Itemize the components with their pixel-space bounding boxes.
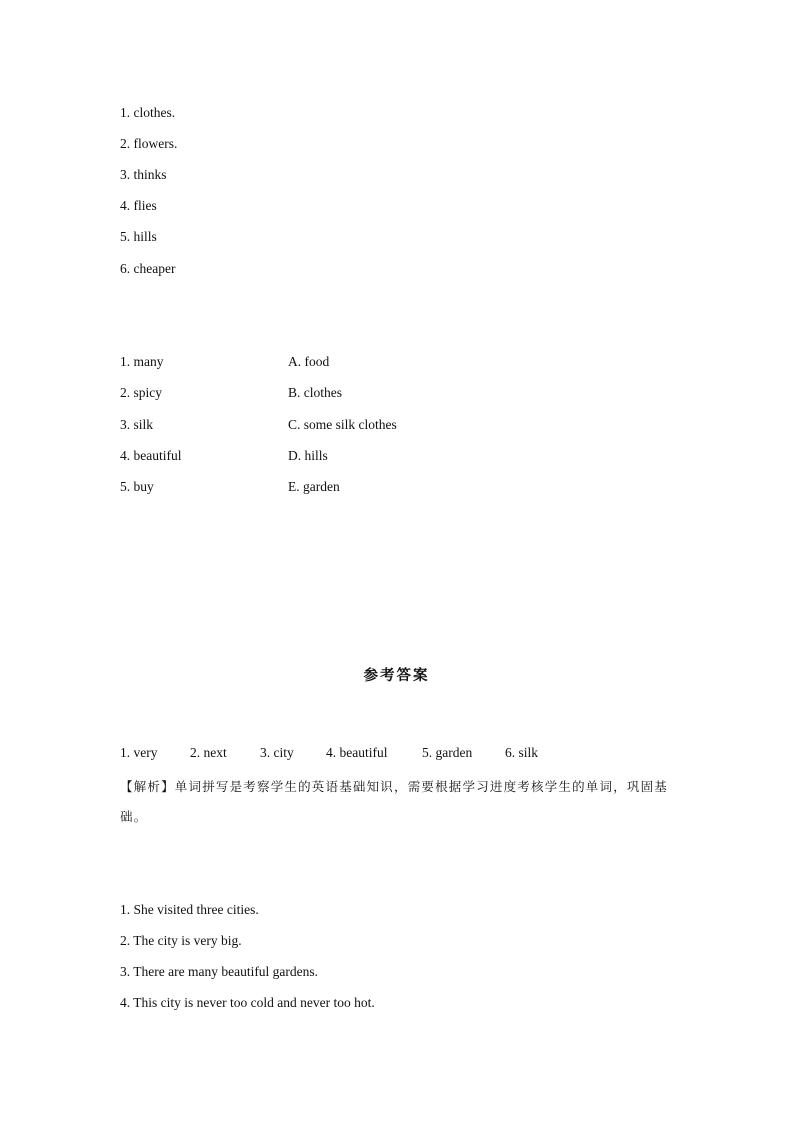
- match-left-item: 1. many: [120, 354, 164, 369]
- match-left-item: 5. buy: [120, 479, 154, 494]
- match-right-item: E. garden: [288, 479, 340, 494]
- section3-item: 1. She visited three cities.: [120, 902, 259, 917]
- section1-item: 4. flies: [120, 198, 157, 213]
- match-right-item: B. clothes: [288, 385, 342, 400]
- section3-item: 4. This city is never too cold and never too hot.: [120, 995, 375, 1010]
- match-left-item: 4. beautiful: [120, 448, 182, 463]
- section1-item: 6. cheaper: [120, 261, 176, 276]
- answer-item: 1. very: [120, 745, 158, 760]
- answer-item: 3. city: [260, 745, 294, 760]
- match-right-item: D. hills: [288, 448, 328, 463]
- match-left-item: 3. silk: [120, 417, 154, 432]
- answer-item: 5. garden: [422, 745, 473, 760]
- match-left-item: 2. spicy: [120, 385, 162, 400]
- analysis-text: 【解析】单词拼写是考察学生的英语基础知识，需要根据学习进度考核学生的单词，巩固基础。: [120, 779, 669, 824]
- section1-item: 2. flowers.: [120, 136, 178, 151]
- section3-item: 2. The city is very big.: [120, 933, 242, 948]
- section1-item: 3. thinks: [120, 167, 167, 182]
- section1-item: 5. hills: [120, 229, 157, 244]
- match-right-item: C. some silk clothes: [288, 417, 397, 432]
- match-right-item: A. food: [288, 354, 330, 369]
- section1-item: 1. clothes.: [120, 105, 176, 120]
- answer-key-title: 参考答案: [363, 668, 430, 684]
- answer-item: 2. next: [190, 745, 227, 760]
- section3-item: 3. There are many beautiful gardens.: [120, 964, 319, 979]
- answer-item: 4. beautiful: [326, 745, 388, 760]
- answer-item: 6. silk: [505, 745, 539, 760]
